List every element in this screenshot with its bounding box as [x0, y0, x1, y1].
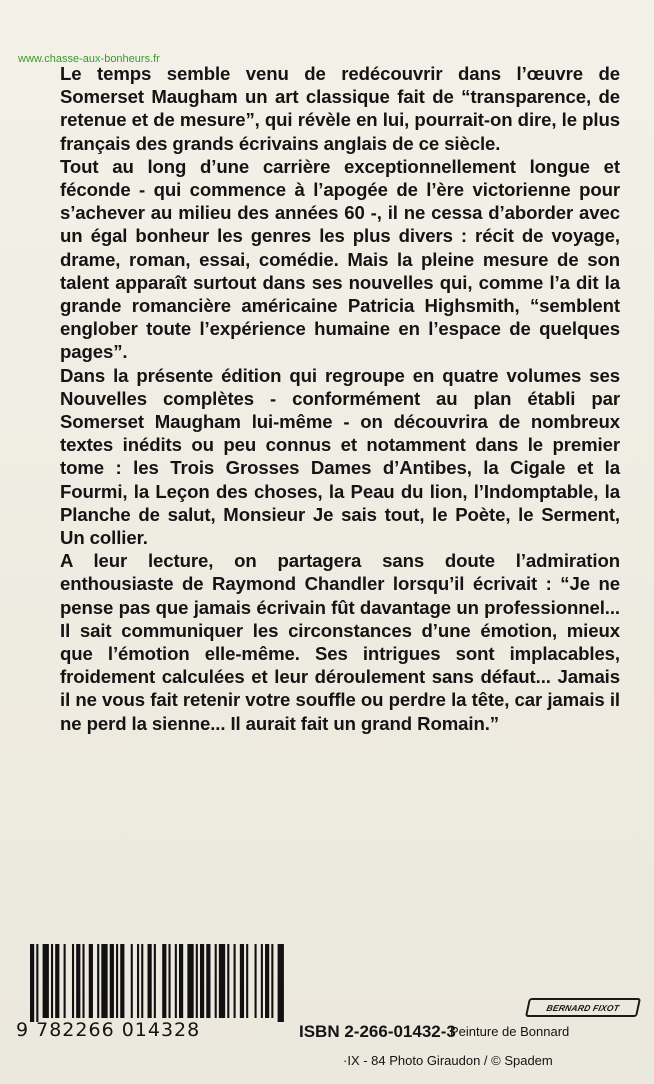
paragraph-edition: Dans la présente édition qui regroupe en quatre volumes ses Nouvelles complètes - conformément au plan établi par Somerset Maugham lui-même - on découvrira de nombreux textes inédits ou peu connus et notamment dans le premier tome : les Trois Grosses Dames d’Antibes, la Cigale et la Fourmi, la Leçon des choses, la Peau du lion, l’Indomptable, la Planche de salut, Monsieur Je sais tout, le Poète, le Serment, Un collier. — [60, 364, 620, 549]
barcode-bar — [36, 944, 38, 1022]
watermark-url: www.chasse-aux-bonheurs.fr — [18, 53, 160, 65]
barcode-bar — [64, 944, 66, 1018]
barcode-bar — [120, 944, 124, 1018]
barcode-bar — [137, 944, 139, 1018]
barcode-bar — [240, 944, 244, 1018]
barcode-bar — [206, 944, 210, 1018]
barcode-bar — [261, 944, 263, 1018]
barcode-bar — [82, 944, 84, 1018]
barcode-bar — [215, 944, 217, 1018]
barcode-bar — [51, 944, 53, 1018]
barcode-bar — [89, 944, 93, 1018]
barcode-bar — [255, 944, 257, 1018]
barcode-bar — [154, 944, 156, 1018]
barcode-bar — [175, 944, 177, 1018]
barcode-bar — [179, 944, 183, 1018]
barcode-bar — [131, 944, 133, 1018]
barcode-bar — [76, 944, 80, 1018]
barcode-bar — [162, 944, 166, 1018]
barcode-bar — [30, 944, 34, 1022]
barcode-bar — [101, 944, 107, 1018]
isbn-number: ISBN 2-266-01432-3 — [299, 1022, 456, 1041]
publisher-logo: BERNARD FIXOT — [525, 998, 641, 1017]
barcode-bar — [55, 944, 59, 1018]
barcode-bar — [148, 944, 152, 1018]
barcode-bar — [72, 944, 74, 1018]
barcode-bar — [187, 944, 193, 1018]
barcode-bar — [219, 944, 225, 1018]
barcode-bar — [234, 944, 236, 1018]
photo-credit: ·IX - 84 Photo Giraudon / © Spadem — [343, 1053, 553, 1068]
barcode-bar — [271, 944, 273, 1018]
barcode-bar — [116, 944, 118, 1018]
barcode-bar — [97, 944, 99, 1018]
barcode-icon — [30, 944, 286, 1022]
paragraph-intro: Le temps semble venu de redécouvrir dans l’œuvre de Somerset Maugham un art classique fait de “transparence, de retenue et de mesure”, qui révèle en lui, pourrait-on dire, le plus français des grands écrivains anglais de ce siècle. — [60, 63, 620, 154]
paragraph-chandler-quote: A leur lecture, on partagera sans doute l’admiration enthousiaste de Raymond Chandler lorsqu’il écrivait : “Je ne pense pas que jamais écrivain fût davantage un professionnel... Il sait communiquer les circonstances d’une émotion, mieux que l’émotion elle-même. Ses intrigues sont implacables, froidement calculées et leur déroulement sans défaut... Jamais il ne vous fait retenir votre souffle ou perdre la tête, car jamais il ne perd la sienne... Il aurait fait un grand Romain.” — [60, 550, 620, 734]
barcode-bar — [278, 944, 284, 1022]
barcode-bar — [246, 944, 248, 1018]
barcode-bar — [168, 944, 170, 1018]
barcode-bar — [110, 944, 114, 1018]
barcode-bar — [227, 944, 229, 1018]
barcode-bar — [265, 944, 269, 1018]
blurb-text — [60, 62, 620, 735]
barcode-bar — [43, 944, 49, 1018]
barcode-bar — [196, 944, 198, 1018]
paragraph-career: Tout au long d’une carrière exceptionnellement longue et féconde - qui commence à l’apogée de l’ère victorienne pour s’achever au milieu des années 60 -, il ne cessa d’aborder avec un égal bonheur les genres les plus divers : récit de voyage, drame, roman, essai, comédie. Mais la pleine mesure de son talent apparaît surtout dans ses nouvelles qui, comme l’a dit la grande romancière américaine Patricia Highsmith, “semblent englober toute l’expérience humaine en l’espace de quelques pages”. — [60, 155, 620, 363]
barcode-number: 9 782266 014328 — [16, 1019, 201, 1041]
barcode-bar — [141, 944, 143, 1018]
painting-credit: Peinture de Bonnard — [450, 1024, 570, 1039]
barcode-bar — [200, 944, 204, 1018]
